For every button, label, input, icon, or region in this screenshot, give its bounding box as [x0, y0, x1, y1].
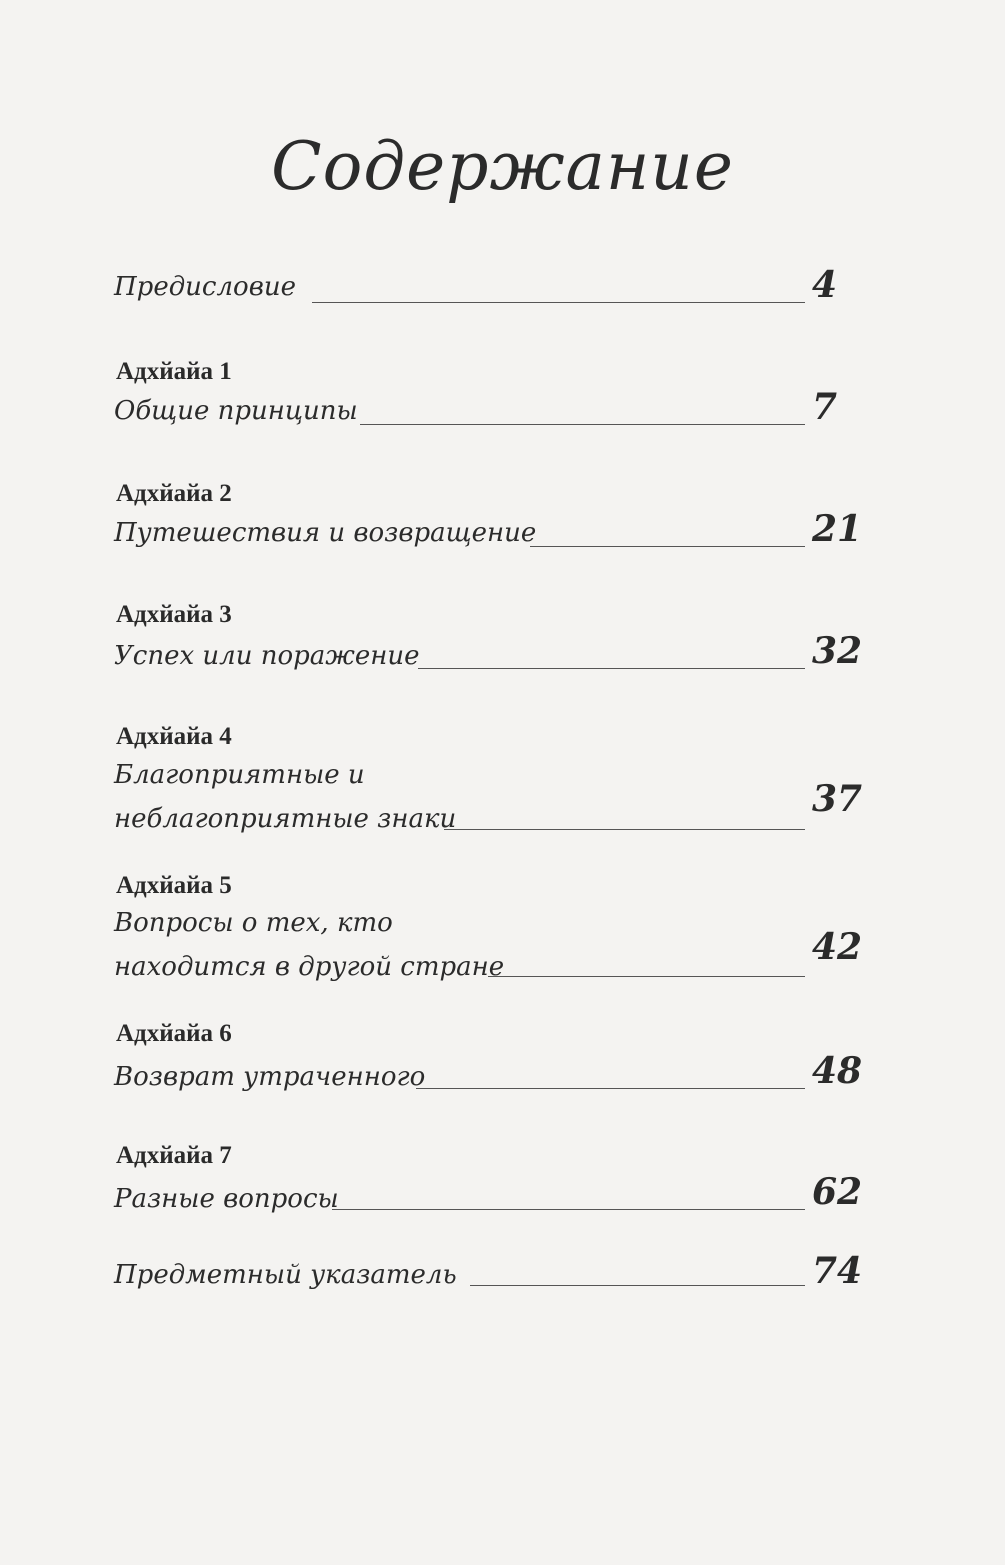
dot-leader: [444, 829, 805, 830]
chapter-label: Адхйайа 2: [116, 480, 232, 507]
dot-leader: [530, 546, 805, 547]
page-number: 21: [812, 508, 863, 550]
page-title: Содержание: [271, 128, 734, 205]
page-number: 62: [812, 1171, 863, 1213]
page-number: 32: [812, 630, 863, 672]
page-number: 4: [812, 264, 838, 306]
entry-title-line-2: неблагоприятные знаки: [114, 804, 457, 834]
entry-title: Успех или поражение: [114, 641, 420, 671]
dot-leader: [416, 1088, 805, 1089]
dot-leader: [312, 302, 805, 303]
entry-title-line-2: находится в другой стране: [114, 952, 505, 982]
page-number: 74: [812, 1250, 863, 1292]
page-number: 42: [812, 926, 863, 968]
entry-title: Предисловие: [114, 272, 296, 302]
entry-title: Вопросы о тех, кто: [114, 908, 393, 938]
page-number: 48: [812, 1050, 863, 1092]
dot-leader: [488, 976, 805, 977]
entry-title: Разные вопросы: [114, 1184, 339, 1214]
chapter-label: Адхйайа 6: [116, 1020, 232, 1047]
dot-leader: [470, 1285, 805, 1286]
page-number: 37: [812, 778, 863, 820]
chapter-label: Адхйайа 1: [116, 358, 232, 385]
dot-leader: [360, 424, 805, 425]
entry-title: Путешествия и возвращение: [114, 518, 537, 548]
page-number: 7: [812, 386, 838, 428]
dot-leader: [332, 1209, 805, 1210]
chapter-label: Адхйайа 5: [116, 872, 232, 899]
entry-title: Предметный указатель: [114, 1260, 457, 1290]
chapter-label: Адхйайа 7: [116, 1142, 232, 1169]
chapter-label: Адхйайа 4: [116, 723, 232, 750]
entry-title: Общие принципы: [114, 396, 358, 426]
dot-leader: [418, 668, 805, 669]
chapter-label: Адхйайа 3: [116, 601, 232, 628]
entry-title: Возврат утраченного: [114, 1062, 426, 1092]
entry-title: Благоприятные и: [114, 760, 365, 790]
